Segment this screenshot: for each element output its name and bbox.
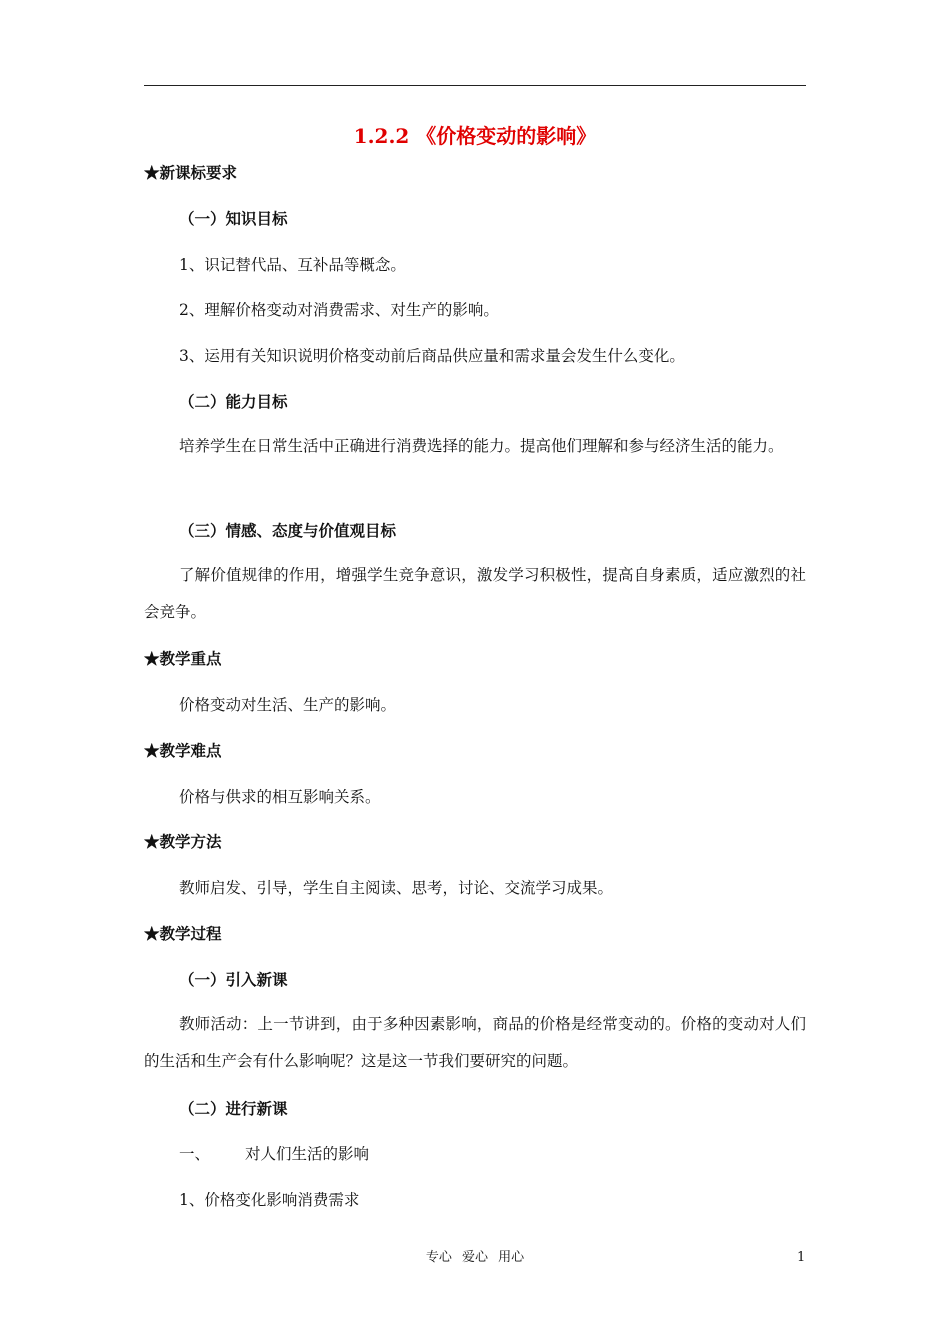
page-footer: 专心 爱心 用心 bbox=[425, 1250, 525, 1265]
subheading-emotion-goals: （三）情感、态度与价值观目标 bbox=[179, 521, 397, 540]
lesson-item-1: 1、价格变化影响消费需求 bbox=[179, 1191, 360, 1209]
subheading-intro: （一）引入新课 bbox=[179, 970, 288, 989]
document-title: 1.2.2 《价格变动的影响》 bbox=[353, 124, 597, 148]
section-heading-method: ★教学方法 bbox=[144, 832, 222, 851]
part-title: 对人们生活的影响 bbox=[245, 1145, 370, 1163]
part-number: 一、 bbox=[179, 1145, 211, 1163]
intro-text: 教师活动：上一节讲到，由于多种因素影响，商品的价格是经常变动的。价格的变动对人们的生活和生产会有什么影响呢？这是这一节我们要研究的问题。 bbox=[144, 1015, 806, 1070]
page-number: 1 bbox=[797, 1250, 806, 1265]
section-heading-process: ★教学过程 bbox=[144, 924, 222, 943]
subheading-new-lesson: （二）进行新课 bbox=[179, 1099, 288, 1118]
section-heading-key-point: ★教学重点 bbox=[144, 649, 222, 668]
knowledge-item-3: 3、运用有关知识说明价格变动前后商品供应量和需求量会发生什么变化。 bbox=[179, 347, 685, 365]
method-text: 教师启发、引导，学生自主阅读、思考，讨论、交流学习成果。 bbox=[179, 879, 614, 897]
ability-goals-text: 培养学生在日常生活中正确进行消费选择的能力。提高他们理解和参与经济生活的能力。 bbox=[179, 437, 784, 455]
header-rule bbox=[144, 85, 806, 86]
difficulty-text: 价格与供求的相互影响关系。 bbox=[179, 788, 381, 806]
section-heading-difficulty: ★教学难点 bbox=[144, 741, 222, 760]
emotion-goals-text: 了解价值规律的作用，增强学生竞争意识，激发学习积极性，提高自身素质，适应激烈的社会竞争。 bbox=[144, 566, 806, 621]
subheading-ability-goals: （二）能力目标 bbox=[179, 392, 288, 411]
section-heading-requirements: ★新课标要求 bbox=[144, 163, 238, 182]
key-point-text: 价格变动对生活、生产的影响。 bbox=[179, 696, 397, 714]
knowledge-item-2: 2、理解价格变动对消费需求、对生产的影响。 bbox=[179, 301, 499, 319]
subheading-knowledge-goals: （一）知识目标 bbox=[179, 209, 288, 228]
knowledge-item-1: 1、识记替代品、互补品等概念。 bbox=[179, 256, 406, 274]
